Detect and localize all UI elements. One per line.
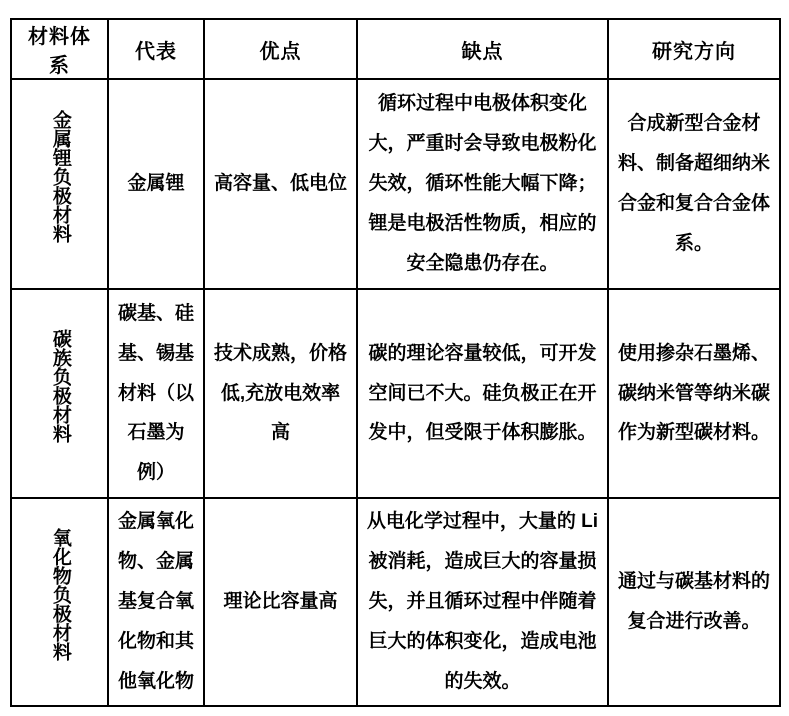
cell-system-lithium-metal — [11, 79, 108, 289]
cell-research-lithium-metal: 合成新型合金材料、制备超细纳米合金和复合合金体系。 — [608, 79, 780, 289]
header-representative: 代表 — [108, 19, 204, 79]
cell-disadvantages-carbon-group: 碳的理论容量较低，可开发空间已不大。硅负极正在开发中，但受限于体积膨胀。 — [357, 289, 608, 498]
cell-system-oxide — [11, 498, 108, 706]
anode-materials-table — [10, 18, 781, 707]
cell-representative-carbon-group: 碳基、硅基、锡基材料（以石墨为例） — [108, 289, 204, 498]
cell-advantages-oxide: 理论比容量高 — [204, 498, 357, 706]
cell-advantages-carbon-group: 技术成熟，价格低,充放电效率高 — [204, 289, 357, 498]
vertical-label: 金属锂负极材料 — [49, 110, 71, 244]
cell-representative-lithium-metal: 金属锂 — [108, 79, 204, 289]
header-row — [11, 19, 780, 79]
cell-system-carbon-group — [11, 289, 108, 498]
header-disadvantages: 缺点 — [357, 19, 608, 79]
header-research-direction: 研究方向 — [608, 19, 780, 79]
header-advantages: 优点 — [204, 19, 357, 79]
table-row-carbon-group — [11, 289, 780, 498]
vertical-label: 碳族负极材料 — [49, 329, 71, 444]
cell-advantages-lithium-metal: 高容量、低电位 — [204, 79, 357, 289]
cell-research-oxide: 通过与碳基材料的复合进行改善。 — [608, 498, 780, 706]
cell-disadvantages-oxide: 从电化学过程中，大量的 Li 被消耗，造成巨大的容量损失，并且循环过程中伴随着巨大的体积变化，造成电池的失效。 — [357, 498, 608, 706]
table-row-lithium-metal — [11, 79, 780, 289]
cell-representative-oxide: 金属氧化物、金属基复合氧化物和其他氧化物 — [108, 498, 204, 706]
header-material-system: 材料体系 — [11, 19, 108, 79]
cell-research-carbon-group: 使用掺杂石墨烯、碳纳米管等纳米碳作为新型碳材料。 — [608, 289, 780, 498]
vertical-label: 氧化物负极材料 — [49, 528, 71, 662]
table-row-oxide — [11, 498, 780, 706]
cell-disadvantages-lithium-metal: 循环过程中电极体积变化大，严重时会导致电极粉化失效，循环性能大幅下降；锂是电极活性物质，相应的安全隐患仍存在。 — [357, 79, 608, 289]
